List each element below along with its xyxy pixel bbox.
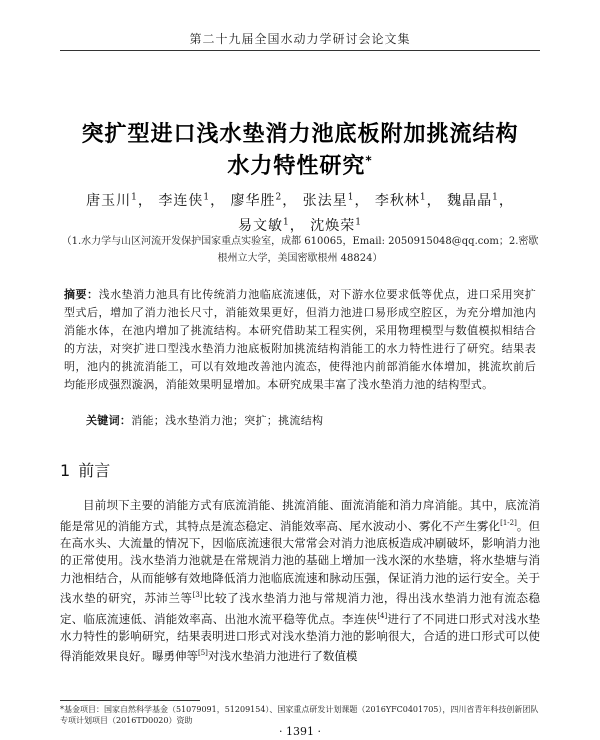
author-name: 唐玉川 bbox=[86, 192, 132, 209]
author bbox=[231, 193, 298, 209]
author bbox=[238, 218, 305, 234]
citation-ref: [1-2] bbox=[500, 518, 517, 527]
author-affil: 1 bbox=[203, 192, 211, 202]
author-name: 魏晶晶 bbox=[447, 192, 493, 209]
section-heading bbox=[60, 458, 110, 481]
author-name: 李连侠 bbox=[158, 192, 204, 209]
author bbox=[158, 193, 225, 209]
author-affil: 1 bbox=[492, 192, 499, 202]
paper-title-line1: 突扩型进口浅水垫消力池底板附加挑流结构 bbox=[81, 122, 519, 147]
keywords-label: 关键词： bbox=[86, 414, 132, 427]
citation-ref: [4] bbox=[377, 611, 388, 620]
author-name: 易文敏 bbox=[238, 218, 284, 235]
abstract-label: 摘要： bbox=[64, 288, 99, 301]
body-text-segment: 。但在高水头、大流量的情况下，因临底流速很大常常会对消力池底板造成冲刷破坏，影响消力池的正常使用。浅水垫消力池就是在常规消力池的基础上增加一浅水深的水垫塘，将水垫塘与消力池相结合，从而能够有效地降低消力池临底流速和脉动压强，保证消力池的运行安全。关于浅水垫的研究，苏沛兰等 bbox=[60, 518, 541, 606]
author-separator: ， bbox=[210, 192, 226, 209]
author-affil: 1 bbox=[355, 217, 362, 228]
body-text-segment: 对浅水垫消力池进行了数值模 bbox=[207, 649, 358, 664]
author-name: 沈焕荣 bbox=[310, 218, 356, 235]
author bbox=[310, 218, 362, 234]
author-affil: 1 bbox=[283, 217, 290, 228]
page-number: · 1391 · bbox=[279, 725, 321, 738]
body-text-segment: 进行了不同进口形式对浅水垫水力特性的影响研究，结果表明进口形式对浅水垫消力池的影响很大，合适的进口形式可以使得消能效果良好。曝勇伸等 bbox=[60, 611, 541, 664]
paper-title-line2 bbox=[40, 149, 560, 180]
body-text-segment: 目前坝下主要的消能方式有底流消能、挑流消能、面流消能和消力戽消能。其中，底流消能是常见的消能方式，其特点是流态稳定、消能效率高、尾水波动小、雾化不产生雾化 bbox=[60, 498, 540, 533]
author-name: 张法星 bbox=[302, 192, 348, 209]
paper-title-line2-text: 水力特性研究 bbox=[227, 154, 366, 179]
header-divider bbox=[60, 50, 540, 51]
author-name: 李秋林 bbox=[374, 192, 420, 209]
author bbox=[375, 193, 442, 209]
footnote-divider bbox=[60, 700, 200, 701]
running-header: 第二十九届全国水动力学研讨会论文集 bbox=[189, 32, 411, 46]
author-separator: ， bbox=[354, 192, 370, 209]
author bbox=[447, 193, 514, 209]
author-separator: ， bbox=[282, 192, 298, 209]
author-separator: ， bbox=[498, 192, 514, 209]
abstract-text: 浅水垫消力池具有比传统消力池临底流速低，对下游水位要求低等优点，进口采用突扩型式后，增加了消力池长尺寸，消能效果更好，但消力池进口易形成空腔区，为充分增加池内消能水体，在池内增加了挑流结构。本研究借助某工程实例，采用物理模型与数值模拟相结合的方法，对突扩进口型浅水垫消力池底板附加挑流结构消能工的水力特性进行了研究。结果表明，池内的挑流消能工，可以有效地改善池内流态，使得池内前部消能水体增加，挑流坎前后均能形成强烈漩涡，消能效果明显增加。本研究成果丰富了浅水垫消力池的结构型式。 bbox=[64, 288, 536, 391]
citation-ref: [3] bbox=[192, 591, 203, 600]
author-list bbox=[60, 186, 540, 237]
footnote: *基金项目：国家自然科学基金（51079091，51209154）、国家重点研发计划课题（2016YFC0401705），四川省青年科技创新团队专项计划项目（2016TD0020）资助 bbox=[60, 705, 539, 725]
author-affil: 1 bbox=[347, 192, 355, 202]
body-paragraph bbox=[60, 497, 540, 666]
author-separator: ， bbox=[289, 218, 305, 235]
author-affil: 1 bbox=[419, 192, 427, 202]
section-number: 1 bbox=[60, 461, 71, 480]
keywords bbox=[86, 412, 526, 428]
author-name: 廖华胜 bbox=[230, 192, 276, 209]
author-separator: ， bbox=[426, 192, 442, 209]
affiliation: （1.水力学与山区河流开发保护国家重点实验室，成都 610065，Email: 2050915048@qq.com；2.密歇根州立大学，美国密歇根州 48824） bbox=[61, 236, 539, 264]
author-affil: 1 bbox=[131, 192, 138, 202]
author-affil: 2 bbox=[275, 192, 283, 202]
author bbox=[303, 193, 370, 209]
citation-ref: [5] bbox=[198, 649, 208, 658]
body-text-segment: 比较了浅水垫消力池与常规消力池，得出浅水垫消力池有流态稳定、临底流速低、消能效率高、出池水流平稳等优点。李连侠 bbox=[60, 591, 541, 626]
author-separator: ， bbox=[137, 192, 153, 209]
keywords-text: 消能；浅水垫消力池；突扩；挑流结构 bbox=[131, 414, 324, 427]
abstract bbox=[64, 286, 536, 394]
author bbox=[86, 193, 153, 209]
title-footnote-mark: * bbox=[365, 153, 373, 168]
section-title: 前言 bbox=[78, 461, 111, 480]
